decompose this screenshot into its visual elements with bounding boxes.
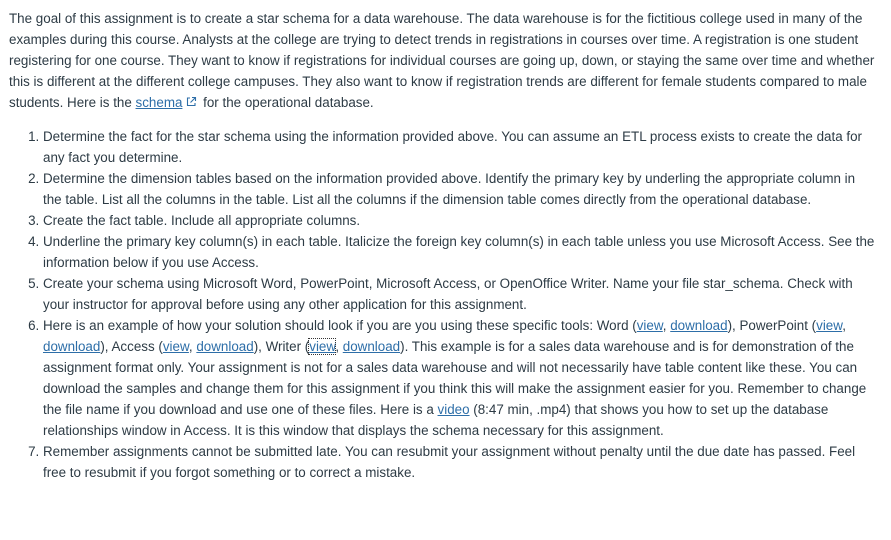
access-download-link[interactable]: download <box>196 339 254 354</box>
list-item <box>43 126 877 168</box>
list-item <box>43 231 877 273</box>
external-link-icon <box>185 96 197 108</box>
list-item <box>43 168 877 210</box>
step-4-text: Underline the primary key column(s) in each table. Italicize the foreign key column(s) in each table unless you use Microsoft Access. See the information below if you use Access. <box>43 234 875 270</box>
step-1-text: Determine the fact for the star schema using the information provided above. You can assume an ETL process exists to create the data for any fact you determine. <box>43 129 863 165</box>
separator: , <box>335 339 343 354</box>
step-6-text: ), Access ( <box>100 339 163 354</box>
list-item <box>43 441 877 483</box>
writer-view-link[interactable]: view <box>309 339 336 354</box>
list-item <box>43 210 877 231</box>
intro-text: The goal of this assignment is to create a star schema for a data warehouse. The data warehouse is for the fictitious college used in many of the examples during this course. Analysts at the college are trying to detect trends in registrations in courses over time. A registration is one student registering for one course. They want to know if registrations for individual courses are going up, down, or staying the same over time and whether this is different at the different college campuses. They also want to know if registration trends are different for female students compared to male students. Here is the <box>9 11 875 110</box>
step-7-text: Remember assignments cannot be submitted late. You can resubmit your assignment without penalty until the due date has passed. Feel free to resubmit if you forgot something or to correct a mistake. <box>43 444 856 480</box>
access-view-link[interactable]: view <box>162 339 189 354</box>
step-6-text: Here is an example of how your solution should look if you are you using these specific tools: Word ( <box>43 318 637 333</box>
powerpoint-download-link[interactable]: download <box>43 339 101 354</box>
list-item <box>43 315 877 441</box>
step-6-text: ). This example is for a sales data warehouse and is for demonstration of the assignment format only. Your assignment is not for a sales data warehouse and will not necessarily have table content like these. You can download the samples and change them for this assignment if you think this will make the assignment easier for you. Remember to change the file name if you download and use one of these files. Here is a <box>43 339 867 417</box>
powerpoint-view-link[interactable]: view <box>816 318 843 333</box>
separator: , <box>842 318 846 333</box>
step-5-text: Create your schema using Microsoft Word, PowerPoint, Microsoft Access, or OpenOffice Writer. Name your file star_schema. Check with your instructor for approval before using any other application for this assignment. <box>43 276 853 312</box>
intro-paragraph <box>9 8 877 113</box>
video-link[interactable]: video <box>437 402 470 417</box>
separator: , <box>662 318 671 333</box>
intro-text-after: for the operational database. <box>199 95 374 110</box>
instruction-list <box>9 126 877 483</box>
step-3-text: Create the fact table. Include all appropriate columns. <box>43 213 361 228</box>
word-view-link[interactable]: view <box>636 318 663 333</box>
step-6-text: (8:47 min, .mp4) that shows you how to set up the database relationships window in Access. It is this window that displays the schema necessary for this assignment. <box>43 402 829 438</box>
step-6-text: ), Writer ( <box>253 339 310 354</box>
schema-link[interactable]: schema <box>135 95 183 110</box>
word-download-link[interactable]: download <box>670 318 728 333</box>
step-2-text: Determine the dimension tables based on the information provided above. Identify the primary key by underling the appropriate column in the table. List all the columns in the table. List all the columns if the dimension table comes directly from the operational database. <box>43 171 856 207</box>
separator: , <box>188 339 197 354</box>
list-item <box>43 273 877 315</box>
step-6-text: ), PowerPoint ( <box>727 318 817 333</box>
writer-download-link[interactable]: download <box>342 339 401 354</box>
